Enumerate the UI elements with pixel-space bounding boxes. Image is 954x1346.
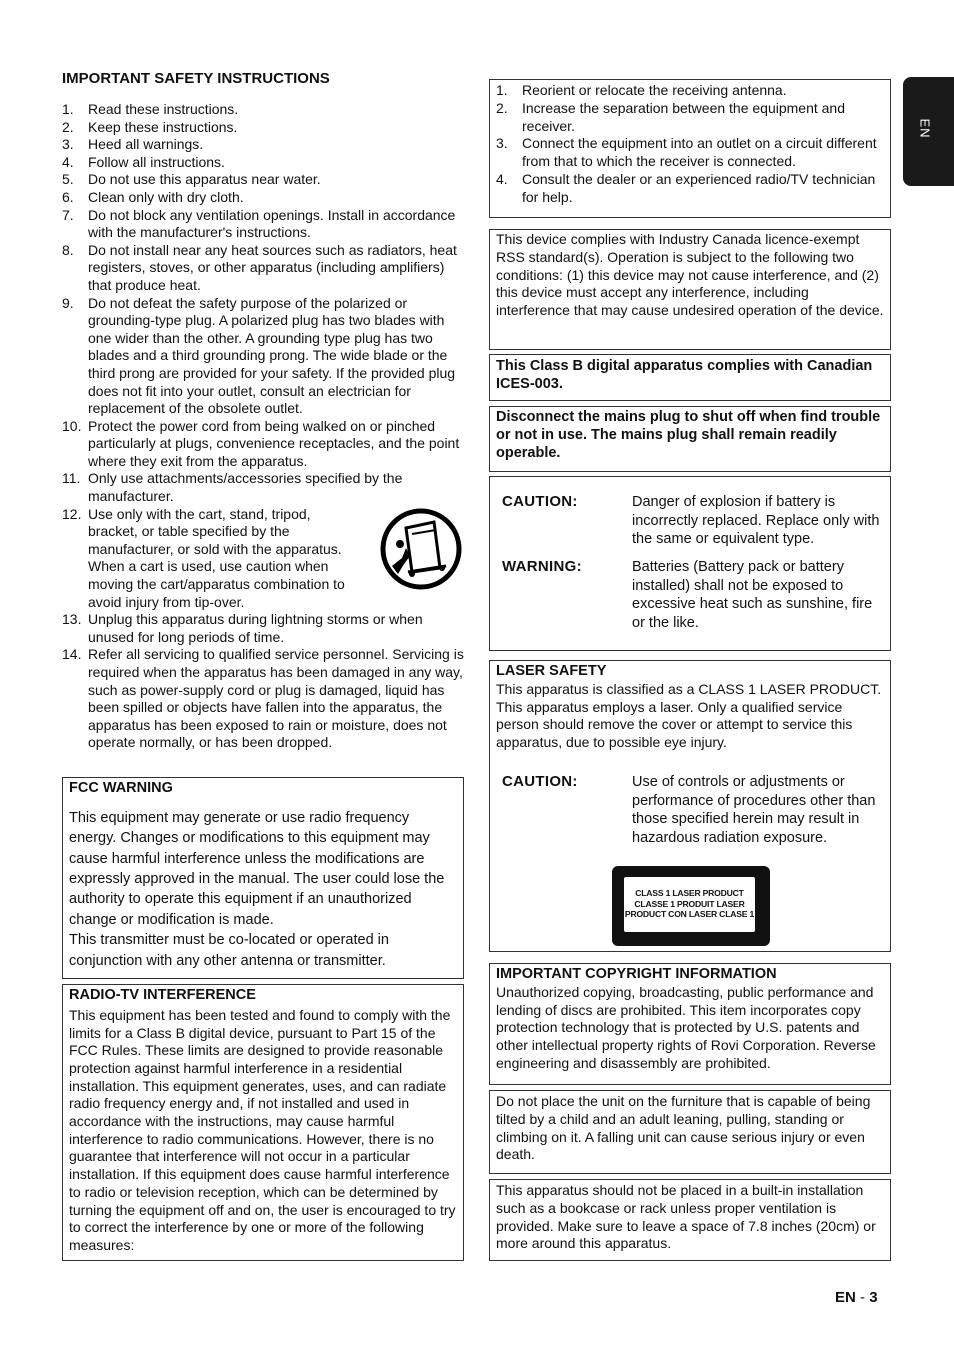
battery-warning-box bbox=[489, 476, 891, 651]
caution-text: Use of controls or adjustments or performance of procedures other than those specified herein may result in hazardous radiation exposure. bbox=[632, 774, 876, 846]
caution-label: CAUTION: bbox=[502, 493, 578, 510]
class-b-text: This Class B digital apparatus complies with Canadian ICES-003. bbox=[496, 358, 873, 392]
item-text: Read these instructions. bbox=[88, 101, 239, 117]
laser-safety-title: LASER SAFETY bbox=[496, 663, 607, 679]
list-item bbox=[62, 101, 464, 119]
item-text: Follow all instructions. bbox=[88, 153, 225, 170]
industry-canada-text: This device complies with Industry Canada licence-exempt RSS standard(s). Operation is subject to the following two conditions: (1) this device may not cause interference, and (2) this device must accept any interference, including interference that may cause undesired operation of the device. bbox=[496, 231, 884, 319]
ventilation-warning-box bbox=[489, 1179, 891, 1261]
radio-tv-title: RADIO-TV INTERFERENCE bbox=[69, 987, 256, 1003]
page-lang: EN bbox=[835, 1289, 856, 1306]
industry-canada-box bbox=[489, 229, 891, 350]
list-item bbox=[62, 189, 464, 207]
ventilation-warning-text: This apparatus should not be placed in a built-in installation such as a bookcase or rack unless proper ventilation is provided. Make sure to leave a space of 7.8 inches (20cm) or more around this apparatus. bbox=[496, 1182, 876, 1252]
measures-list bbox=[496, 82, 884, 207]
item-text: Unplug this apparatus during lightning storms or when unused for long periods of time. bbox=[88, 611, 423, 645]
list-item bbox=[62, 154, 464, 172]
item-text: Consult the dealer or an experienced radio/TV technician for help. bbox=[522, 170, 876, 205]
item-number: 4. bbox=[496, 170, 508, 187]
list-item bbox=[62, 295, 464, 418]
laser-label-line: PRODUCT CON LASER CLASE 1 bbox=[624, 909, 755, 920]
list-item bbox=[496, 82, 884, 100]
fcc-warning-body bbox=[69, 808, 457, 971]
item-number: 6. bbox=[62, 188, 74, 205]
warning-label: WARNING: bbox=[502, 558, 582, 575]
item-text: Clean only with dry cloth. bbox=[88, 188, 244, 205]
fcc-paragraph-2: This transmitter must be co-located or operated in conjunction with any other antenna or transmitter. bbox=[69, 932, 389, 969]
radio-tv-interference-box bbox=[62, 984, 464, 1261]
item-number: 2. bbox=[496, 99, 508, 116]
item-number: 9. bbox=[62, 294, 74, 311]
list-item bbox=[62, 646, 464, 752]
item-text: Refer all servicing to qualified service personnel. Servicing is required when the apparatus has been damaged in any way, such as power-supply cord or plug is damaged, liquid has been spilled or objects have fallen into the apparatus, the apparatus has been exposed to rain or moisture, does not operate normally, or has been dropped. bbox=[88, 646, 464, 751]
page-number-value: 3 bbox=[869, 1289, 878, 1306]
laser-safety-box bbox=[489, 660, 891, 952]
item-text: Use only with the cart, stand, tripod, bracket, or table specified by the manufacturer, or sold with the apparatus. When a cart is used, use caution when moving the cart/apparatus combination to avoid injury from tip-over. bbox=[88, 505, 345, 610]
item-text: Connect the equipment into an outlet on a circuit different from that to which the receiver is connected. bbox=[522, 135, 877, 170]
copyright-title: IMPORTANT COPYRIGHT INFORMATION bbox=[496, 966, 777, 982]
list-item bbox=[496, 171, 884, 207]
warning-text: Batteries (Battery pack or battery installed) shall not be exposed to excessive heat such as sunshine, fire or the like. bbox=[632, 559, 873, 631]
item-text: Only use attachments/accessories specified by the manufacturer. bbox=[88, 470, 403, 505]
item-number: 8. bbox=[62, 241, 74, 258]
item-number: 14. bbox=[62, 646, 82, 663]
cart-tip-over-warning-icon bbox=[378, 508, 464, 590]
item-number: 13. bbox=[62, 611, 82, 628]
item-number: 12. bbox=[62, 505, 82, 522]
class-b-box bbox=[489, 354, 891, 401]
fcc-warning-title: FCC WARNING bbox=[69, 780, 173, 796]
page-number bbox=[835, 1289, 878, 1306]
list-item bbox=[62, 171, 464, 189]
page-separator: - bbox=[855, 1289, 870, 1306]
item-text: Do not use this apparatus near water. bbox=[88, 171, 321, 188]
radio-tv-body: This equipment has been tested and found to comply with the limits for a Class B digital device, pursuant to Part 15 of the FCC Rules. These limits are designed to provide reasonable protection against harmful interference in a residential installation. This equipment generates, uses, and can radiate radio frequency energy and, if not installed and used in accordance with the instructions, may cause harmful interference to radio communications. However, there is no guarantee that interference will not occur in a particular installation. If this equipment does cause harmful interference to radio or television reception, which can be determined by turning the equipment off and on, the user is encouraged to try to correct the interference by one or more of the following measures: bbox=[69, 1006, 456, 1253]
furniture-warning-text: Do not place the unit on the furniture that is capable of being tilted by a child and an adult leaning, pulling, standing or climbing on it. A falling unit can cause serious injury or even death. bbox=[496, 1093, 871, 1163]
list-item bbox=[62, 242, 464, 295]
mains-plug-text: Disconnect the mains plug to shut off when find trouble or not in use. The mains plug shall remain readily operable. bbox=[496, 409, 881, 461]
item-number: 5. bbox=[62, 171, 74, 188]
list-item bbox=[62, 611, 464, 646]
item-number: 3. bbox=[62, 136, 74, 153]
item-number: 3. bbox=[496, 135, 508, 152]
safety-title: IMPORTANT SAFETY INSTRUCTIONS bbox=[62, 70, 330, 87]
item-number: 1. bbox=[62, 101, 74, 117]
list-item bbox=[62, 207, 464, 242]
laser-label-inner bbox=[624, 877, 755, 932]
safety-instructions bbox=[62, 70, 464, 752]
copyright-box bbox=[489, 963, 891, 1085]
caution-text: Danger of explosion if battery is incorrectly replaced. Replace only with the same or equivalent type. bbox=[632, 494, 880, 548]
mains-plug-box bbox=[489, 406, 891, 472]
item-number: 11. bbox=[62, 470, 81, 487]
item-text: Do not install near any heat sources such as radiators, heat registers, stoves, or other apparatus (including amplifiers) that produce heat. bbox=[88, 241, 457, 293]
item-number: 7. bbox=[62, 206, 74, 223]
item-text: Keep these instructions. bbox=[88, 118, 238, 135]
caution-label: CAUTION: bbox=[502, 773, 578, 790]
item-text: Protect the power cord from being walked on or pinched particularly at plugs, convenience receptacles, and the point where they exit from the apparatus. bbox=[88, 417, 460, 469]
class1-laser-product-label bbox=[612, 866, 770, 946]
item-number: 2. bbox=[62, 118, 74, 135]
list-item bbox=[62, 506, 464, 612]
laser-label-line: CLASSE 1 PRODUIT LASER bbox=[634, 898, 745, 909]
item-text: Do not defeat the safety purpose of the polarized or grounding-type plug. A polarized plug has two blades with one wider than the other. A grounding type plug has two blades and a third grounding prong. The wide blade or the third prong are provided for your safety. If the provided plug does not fit into your outlet, consult an electrician for replacement of the obsolete outlet. bbox=[88, 294, 456, 417]
language-tab-label: EN bbox=[917, 118, 933, 139]
item-text: Increase the separation between the equipment and receiver. bbox=[522, 99, 846, 134]
item-number: 4. bbox=[62, 153, 74, 170]
list-item bbox=[496, 135, 884, 171]
item-text: Do not block any ventilation openings. Install in accordance with the manufacturer's instructions. bbox=[88, 206, 456, 241]
fcc-paragraph-1: This equipment may generate or use radio frequency energy. Changes or modifications to this equipment may cause harmful interference unless the modifications are expressly approved in the manual. The user could lose the authority to operate this equipment if an unauthorized change or modification is made. bbox=[69, 809, 445, 928]
item-number: 10. bbox=[62, 417, 82, 434]
copyright-body: Unauthorized copying, broadcasting, public performance and lending of discs are prohibited. This item incorporates copy protection technology that is protected by U.S. patents and other intellectual property rights of Rovi Corporation. Reverse engineering and disassembly are prohibited. bbox=[496, 983, 876, 1071]
laser-label-line: CLASS 1 LASER PRODUCT bbox=[635, 888, 744, 898]
list-item bbox=[62, 418, 464, 471]
list-item bbox=[62, 119, 464, 137]
laser-safety-body: This apparatus is classified as a CLASS 1 LASER PRODUCT. This apparatus employs a laser. Only a qualified service person should remove the cover or attempt to service this apparatus, due to possible eye injury. bbox=[496, 680, 882, 751]
item-text: Heed all warnings. bbox=[88, 136, 204, 153]
fcc-warning-box bbox=[62, 777, 464, 979]
list-item bbox=[62, 470, 464, 505]
furniture-warning-box bbox=[489, 1090, 891, 1174]
item-text: Reorient or relocate the receiving antenna. bbox=[522, 82, 787, 98]
list-item bbox=[496, 100, 884, 136]
item-number: 1. bbox=[496, 82, 508, 98]
safety-list bbox=[62, 101, 464, 752]
interference-measures-box bbox=[489, 79, 891, 218]
language-tab bbox=[903, 77, 954, 186]
list-item bbox=[62, 136, 464, 154]
